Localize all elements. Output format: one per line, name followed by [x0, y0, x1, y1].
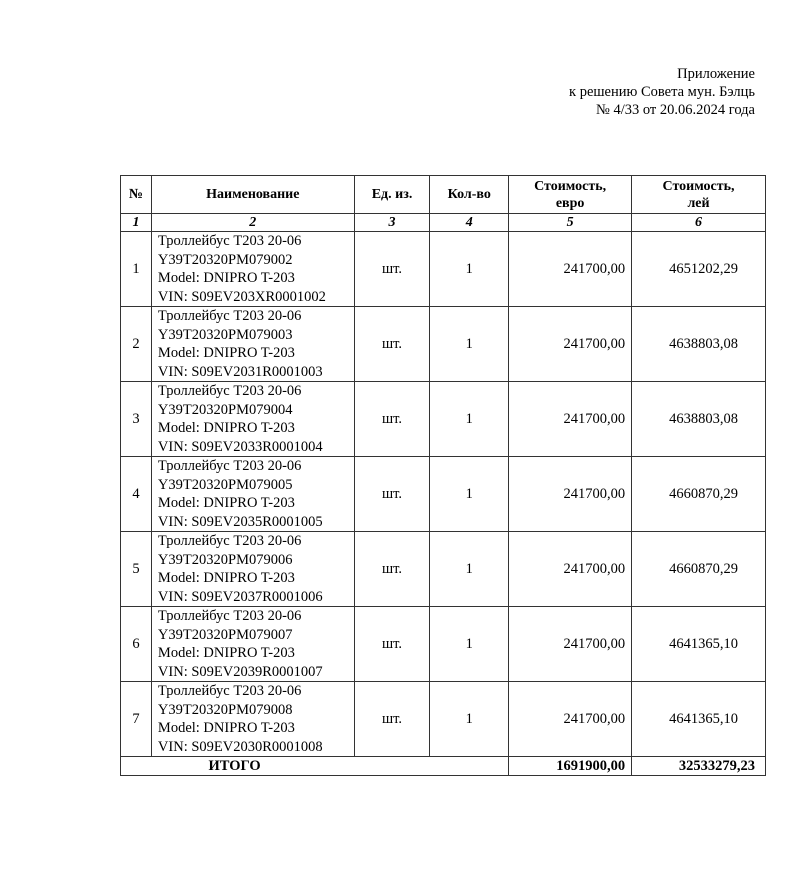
row-name-line: Троллейбус Т203 20-06	[157, 608, 302, 624]
row-number: 7	[121, 682, 152, 757]
row-name	[151, 382, 354, 457]
row-unit: шт.	[354, 382, 430, 457]
row-number: 5	[121, 532, 152, 607]
row-quantity: 1	[430, 457, 509, 532]
header-number-date: № 4/33 от 20.06.2024 года	[596, 102, 755, 118]
row-name-line: Троллейбус Т203 20-06	[157, 308, 302, 324]
total-cost-eur: 1691900,00	[509, 757, 632, 776]
row-name-line: Y39T20320PM079007	[157, 626, 293, 643]
row-name-line: Model: DNIPRO T-203	[157, 420, 295, 436]
row-quantity: 1	[430, 532, 509, 607]
row-cost-lei: 4660870,29	[632, 532, 766, 607]
row-cost-eur: 241700,00	[509, 607, 632, 682]
row-name	[151, 457, 354, 532]
row-name	[151, 307, 354, 382]
header-name: Наименование	[151, 176, 354, 214]
row-name-line: Model: DNIPRO T-203	[157, 270, 295, 286]
row-cost-lei: 4660870,29	[632, 457, 766, 532]
row-cost-lei: 4651202,29	[632, 232, 766, 307]
row-name-line: Троллейбус Т203 20-06	[157, 233, 302, 249]
row-number: 3	[121, 382, 152, 457]
row-name-line: Y39T20320PM079002	[157, 251, 293, 268]
row-quantity: 1	[430, 232, 509, 307]
row-name-line: Троллейбус Т203 20-06	[157, 533, 302, 549]
row-cost-eur: 241700,00	[509, 457, 632, 532]
row-name-line: Троллейбус Т203 20-06	[157, 383, 302, 399]
row-cost-lei: 4638803,08	[632, 382, 766, 457]
row-number: 1	[121, 232, 152, 307]
row-name-line: Y39T20320PM079004	[157, 401, 293, 418]
row-name	[151, 232, 354, 307]
table-row	[121, 607, 766, 682]
row-quantity: 1	[430, 607, 509, 682]
row-unit: шт.	[354, 682, 430, 757]
table-row	[121, 682, 766, 757]
header-decision: к решению Совета мун. Бэлць	[569, 84, 755, 100]
row-cost-eur: 241700,00	[509, 307, 632, 382]
row-cost-lei: 4641365,10	[632, 682, 766, 757]
total-cost-lei: 32533279,23	[632, 757, 766, 776]
header-number: №	[121, 176, 152, 214]
column-number: 2	[151, 214, 354, 232]
total-row	[121, 757, 766, 776]
row-name-line: VIN: S09EV203XR0001002	[157, 288, 326, 305]
row-unit: шт.	[354, 532, 430, 607]
table-row	[121, 307, 766, 382]
row-cost-eur: 241700,00	[509, 382, 632, 457]
column-number: 4	[430, 214, 509, 232]
row-name-line: VIN: S09EV2030R0001008	[157, 738, 323, 755]
row-number: 4	[121, 457, 152, 532]
table-row	[121, 232, 766, 307]
table-row	[121, 457, 766, 532]
trolleybus-table	[120, 175, 766, 776]
row-unit: шт.	[354, 232, 430, 307]
header-cost-eur: Стоимость, евро	[509, 176, 632, 214]
total-label: ИТОГО	[121, 757, 509, 776]
header-unit: Ед. из.	[354, 176, 430, 214]
row-cost-eur: 241700,00	[509, 532, 632, 607]
row-cost-eur: 241700,00	[509, 682, 632, 757]
header-title: Приложение	[677, 66, 755, 82]
column-number-row	[121, 214, 766, 232]
row-quantity: 1	[430, 307, 509, 382]
row-name	[151, 682, 354, 757]
column-number: 6	[632, 214, 766, 232]
row-unit: шт.	[354, 307, 430, 382]
row-number: 2	[121, 307, 152, 382]
column-number: 5	[509, 214, 632, 232]
document-header	[569, 65, 755, 119]
row-name-line: VIN: S09EV2031R0001003	[157, 363, 323, 380]
table-header-row	[121, 176, 766, 214]
column-number: 1	[121, 214, 152, 232]
row-name-line: Троллейбус Т203 20-06	[157, 683, 302, 699]
row-name-line: Y39T20320PM079003	[157, 326, 293, 343]
row-name-line: Model: DNIPRO T-203	[157, 720, 295, 736]
table-row	[121, 532, 766, 607]
row-name	[151, 607, 354, 682]
row-name	[151, 532, 354, 607]
table-row	[121, 382, 766, 457]
row-quantity: 1	[430, 382, 509, 457]
row-name-line: Model: DNIPRO T-203	[157, 345, 295, 361]
row-cost-lei: 4641365,10	[632, 607, 766, 682]
row-unit: шт.	[354, 607, 430, 682]
row-quantity: 1	[430, 682, 509, 757]
row-name-line: Y39T20320PM079008	[157, 701, 293, 718]
header-quantity: Кол-во	[430, 176, 509, 214]
row-name-line: Y39T20320PM079006	[157, 551, 293, 568]
row-cost-eur: 241700,00	[509, 232, 632, 307]
row-name-line: Y39T20320PM079005	[157, 476, 293, 493]
row-name-line: Троллейбус Т203 20-06	[157, 458, 302, 474]
row-name-line: VIN: S09EV2037R0001006	[157, 588, 323, 605]
row-name-line: Model: DNIPRO T-203	[157, 495, 295, 511]
row-name-line: VIN: S09EV2033R0001004	[157, 438, 323, 455]
row-name-line: VIN: S09EV2039R0001007	[157, 663, 323, 680]
column-number: 3	[354, 214, 430, 232]
row-cost-lei: 4638803,08	[632, 307, 766, 382]
row-unit: шт.	[354, 457, 430, 532]
row-number: 6	[121, 607, 152, 682]
row-name-line: Model: DNIPRO T-203	[157, 570, 295, 586]
row-name-line: VIN: S09EV2035R0001005	[157, 513, 323, 530]
header-cost-lei: Стоимость, лей	[632, 176, 766, 214]
row-name-line: Model: DNIPRO T-203	[157, 645, 295, 661]
